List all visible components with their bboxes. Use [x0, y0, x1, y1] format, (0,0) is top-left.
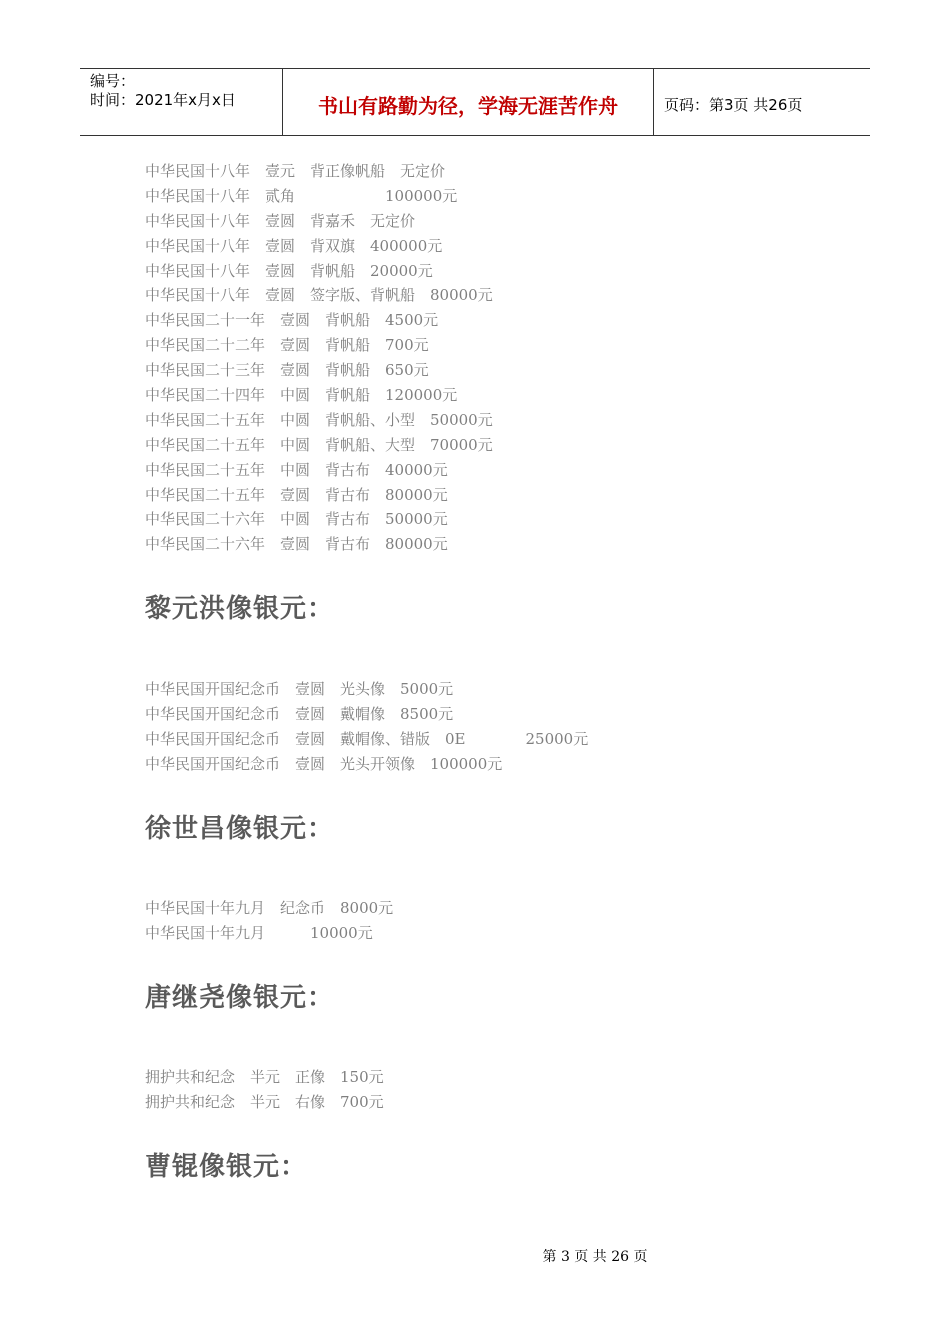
- price-list-1: [145, 159, 845, 557]
- list-item: 中华民国二十五年 中圆 背帆船、小型 50000元: [145, 410, 493, 429]
- header-page-number: 页码：第3页 共26页: [664, 95, 803, 114]
- list-item: 中华民国二十五年 壹圆 背古布 80000元: [145, 485, 448, 504]
- list-item: 中华民国二十五年 中圆 背古布 40000元: [145, 460, 448, 479]
- list-item: 中华民国开国纪念币 壹圆 戴帽像 8500元: [145, 704, 454, 723]
- list-item: 中华民国二十四年 中圆 背帆船 120000元: [145, 386, 458, 405]
- page-footer: 第 3 页 共 26 页: [542, 1249, 648, 1265]
- list-item: 中华民国十八年 壹圆 背帆船 20000元: [145, 261, 433, 280]
- section-heading-li: 黎元洪像银元：: [145, 594, 335, 624]
- list-item: 中华民国二十三年 壹圆 背帆船 650元: [145, 361, 429, 380]
- list-item: 中华民国二十六年 中圆 背古布 50000元: [145, 510, 448, 529]
- list-item: 中华民国十八年 壹圆 背双旗 400000元: [145, 236, 443, 255]
- list-item: 中华民国开国纪念币 壹圆 戴帽像、错版 0E 25000元: [145, 729, 589, 748]
- time-label: 时间：2021年x月x日: [90, 91, 236, 109]
- list-item: 中华民国开国纪念币 壹圆 光头像 5000元: [145, 680, 454, 698]
- list-item: 中华民国十年九月 纪念币 8000元: [145, 899, 394, 917]
- number-label: 编号：: [90, 72, 136, 90]
- page-header: [80, 68, 870, 136]
- header-info: [80, 69, 282, 135]
- list-item: 拥护共和纪念 半元 正像 150元: [145, 1068, 384, 1086]
- header-motto: 书山有路勤为径，学海无涯苦作舟: [282, 69, 654, 135]
- list-item: 中华民国开国纪念币 壹圆 光头开领像 100000元: [145, 754, 503, 773]
- list-item: 中华民国二十六年 壹圆 背古布 80000元: [145, 535, 448, 554]
- list-item: 中华民国十八年 壹圆 背嘉禾 无定价: [145, 211, 416, 230]
- list-item: 中华民国十八年 壹元 背正像帆船 无定价: [145, 162, 446, 180]
- list-item: 中华民国十八年 壹圆 签字版、背帆船 80000元: [145, 286, 493, 305]
- price-list-4: [145, 1065, 845, 1115]
- price-list-3: [145, 896, 845, 946]
- section-heading-tang: 唐继尧像银元：: [145, 983, 335, 1013]
- section-heading-cao: 曹锟像银元：: [145, 1152, 308, 1182]
- price-list-2: [145, 677, 845, 777]
- list-item: 中华民国二十一年 壹圆 背帆船 4500元: [145, 311, 439, 330]
- list-item: 中华民国十八年 贰角 100000元: [145, 186, 458, 205]
- list-item: 中华民国二十二年 壹圆 背帆船 700元: [145, 336, 429, 355]
- list-item: 拥护共和纪念 半元 右像 700元: [145, 1092, 384, 1111]
- list-item: 中华民国二十五年 中圆 背帆船、大型 70000元: [145, 435, 493, 454]
- section-heading-xu: 徐世昌像银元：: [145, 814, 335, 844]
- list-item: 中华民国十年九月 10000元: [145, 923, 373, 942]
